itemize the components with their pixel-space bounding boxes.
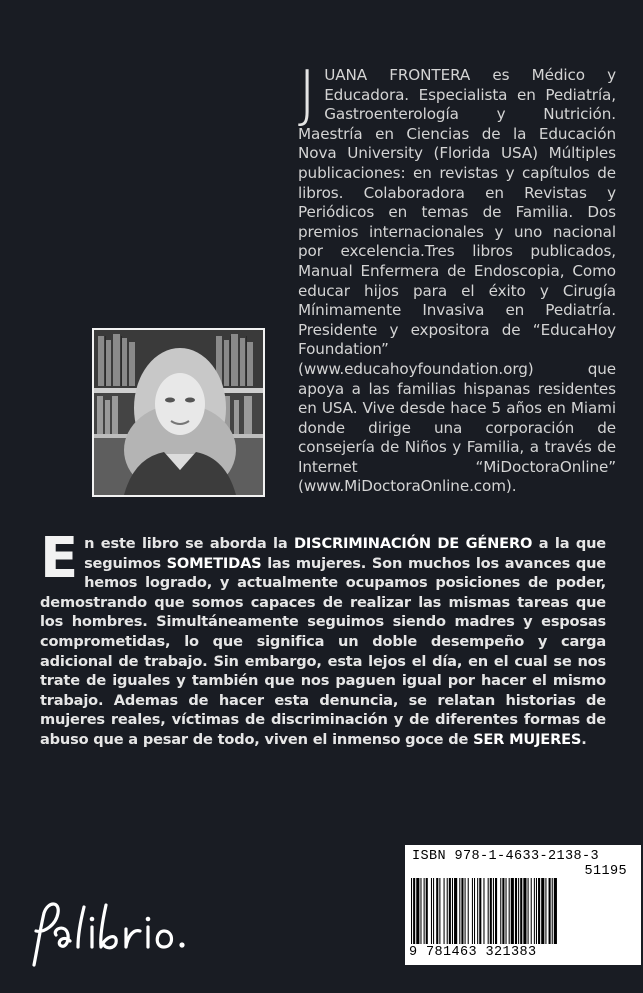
- barcode-bar: [454, 878, 457, 944]
- bio-text: UANA FRONTERA es Médico y Educadora. Especialista en Pediatría, Gastroenterología y Nutrición. Maestría en Ciencias de la Educación Nova University (Florida USA) Múltiples publicaciones: en revistas y capítulos de libros. Colaboradora en Revistas y Periódicos en temas de Familia. Dos premios internacionales y uno nacional por excelencia.Tres libros publicados, Manual Enfermera de Endoscopia, Como educar hijos para el éxito y Cirugía Mínimamente Invasiva en Pediatría. Presidente y expositora de “EducaHoy Foundation” (www.educahoyfoundation.org) que apoya a las familias hispanas residentes en USA. Vive desde hace 5 años en Miami donde dirige una corporación de consejería de Niños y Familia, a través de Internet “MiDoctoraOnline” (www.MiDoctoraOnline.com).: [298, 66, 616, 496]
- barcode-bar: [461, 878, 463, 944]
- barcode-bar: [493, 878, 494, 944]
- publisher-logo: [26, 895, 196, 980]
- barcode-bars: [411, 878, 635, 944]
- barcode-bar: [531, 878, 532, 944]
- barcode-bar: [472, 878, 473, 944]
- isbn-barcode: [405, 845, 641, 965]
- barcode-bar: [515, 878, 517, 944]
- barcode-bar: [420, 878, 421, 944]
- barcode-bar: [509, 878, 510, 944]
- barcode-bar: [506, 878, 507, 944]
- barcode-digits: 9 781463 321383: [409, 945, 537, 960]
- barcode-bar: [511, 878, 514, 944]
- barcode-bar: [545, 878, 546, 944]
- summary-text-3: las mujeres. Son muchos los avances que hemos logrado, y actualmente ocupamos posiciones de poder, demostrando que somos capaces de realizar las mismas tareas que los hombres. Simultáneamente seguimos siendo madres y esposas comprometidas, lo que significa un doble desempeño y carga adicional de trabajo. Sin embargo, esta lejos el día, en el cual se nos trate de iguales y también que nos paguen igual por hacer el mismo trabajo. Ademas de hacer esta denuncia, se relatan historias de mujeres reales, víctimas de discriminación y de diferentes formas de abuso que a pesar de todo, viven el inmenso goce de: [40, 554, 607, 748]
- barcode-bar: [424, 878, 425, 944]
- barcode-bar: [534, 878, 535, 944]
- price-code: 51195: [584, 864, 627, 879]
- summary-text-2: a la que seguimos: [84, 535, 607, 572]
- barcode-bar: [426, 878, 428, 944]
- barcode-bar: [449, 878, 451, 944]
- barcode-bar: [549, 878, 551, 944]
- barcode-bar: [433, 878, 434, 944]
- bio-dropcap: J: [298, 57, 317, 130]
- barcode-bar: [447, 878, 448, 944]
- book-summary: [40, 526, 607, 750]
- barcode-bar: [452, 878, 453, 944]
- barcode-bar: [477, 878, 478, 944]
- barcode-bar: [528, 878, 529, 944]
- barcode-bar: [416, 878, 419, 944]
- barcode-bar: [465, 878, 466, 944]
- barcode-bar: [444, 878, 445, 944]
- summary-dropcap: E: [40, 526, 79, 591]
- barcode-bar: [536, 878, 537, 944]
- barcode-bar: [490, 878, 492, 944]
- barcode-bar: [483, 878, 484, 944]
- barcode-bar: [500, 878, 501, 944]
- barcode-bar: [541, 878, 544, 944]
- isbn-label: ISBN 978-1-4633-2138-3: [412, 849, 600, 864]
- summary-highlight-2: SOMETIDAS: [166, 554, 262, 572]
- barcode-bar: [523, 878, 526, 944]
- barcode-bar: [474, 878, 475, 944]
- barcode-bar: [413, 878, 415, 944]
- barcode-bar: [436, 878, 438, 944]
- summary-text-4: .: [581, 730, 587, 748]
- summary-text-1: n este libro se aborda la: [84, 535, 295, 552]
- summary-highlight-1: DISCRIMINACIÓN DE GÉNERO: [294, 535, 533, 552]
- barcode-bar: [439, 878, 440, 944]
- barcode-bar: [502, 878, 504, 944]
- barcode-bar: [518, 878, 519, 944]
- barcode-bar: [411, 878, 412, 944]
- barcode-bar: [538, 878, 540, 944]
- barcode-bar: [520, 878, 522, 944]
- barcode-bar: [495, 878, 497, 944]
- barcode-bar: [468, 878, 469, 944]
- barcode-bar: [431, 878, 432, 944]
- barcode-bar: [479, 878, 481, 944]
- barcode-bar: [552, 878, 553, 944]
- barcode-bar: [554, 878, 557, 944]
- barcode-bar: [488, 878, 489, 944]
- author-bio: [298, 57, 616, 497]
- author-photo: [92, 328, 265, 497]
- barcode-bar: [459, 878, 460, 944]
- summary-highlight-3: SER MUJERES: [473, 730, 582, 748]
